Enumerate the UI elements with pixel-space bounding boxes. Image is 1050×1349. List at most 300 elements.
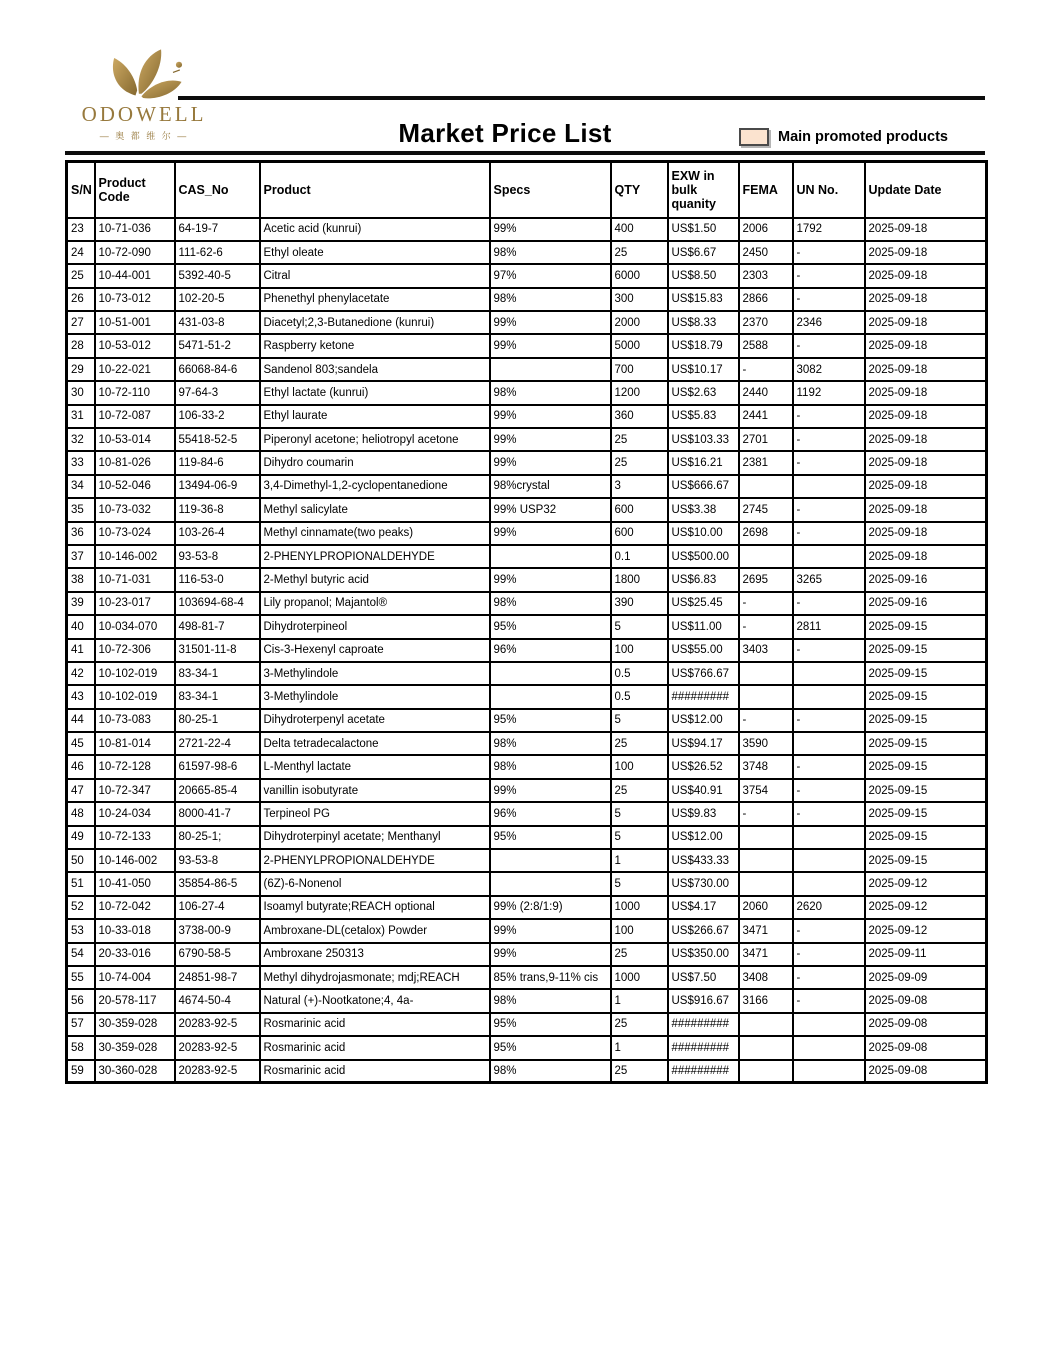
cell-fema: 3166 [739, 989, 793, 1012]
cell-cas_no: 5471-51-2 [175, 334, 260, 357]
cell-update_date: 2025-09-15 [865, 709, 987, 732]
cell-fema: 3748 [739, 755, 793, 778]
cell-un_no: - [793, 966, 865, 989]
cell-update_date: 2025-09-18 [865, 522, 987, 545]
cell-fema [739, 685, 793, 708]
cell-cas_no: 24851-98-7 [175, 966, 260, 989]
cell-un_no: - [793, 334, 865, 357]
cell-fema [739, 1036, 793, 1059]
cell-exw: US$12.00 [668, 826, 739, 849]
cell-sn: 56 [67, 989, 95, 1012]
column-header-fema: FEMA [739, 162, 793, 218]
cell-update_date: 2025-09-18 [865, 311, 987, 334]
cell-sn: 34 [67, 475, 95, 498]
cell-un_no: - [793, 755, 865, 778]
cell-qty: 300 [611, 288, 668, 311]
cell-specs: 96% [490, 639, 611, 662]
cell-un_no [793, 826, 865, 849]
cell-update_date: 2025-09-15 [865, 826, 987, 849]
cell-specs: 99% (2:8/1:9) [490, 896, 611, 919]
cell-product_code: 30-359-028 [95, 1036, 175, 1059]
cell-fema: 2701 [739, 428, 793, 451]
cell-cas_no: 64-19-7 [175, 218, 260, 241]
cell-specs [490, 662, 611, 685]
cell-qty: 25 [611, 779, 668, 802]
cell-product_code: 20-33-016 [95, 943, 175, 966]
cell-exw: US$1.50 [668, 218, 739, 241]
cell-fema: 2370 [739, 311, 793, 334]
cell-specs: 98%crystal [490, 475, 611, 498]
cell-specs: 99% [490, 779, 611, 802]
table-row [67, 311, 987, 334]
cell-product: Rosmarinic acid [260, 1036, 490, 1059]
table-row [67, 218, 987, 241]
cell-product_code: 10-72-087 [95, 405, 175, 428]
table-row [67, 334, 987, 357]
cell-product: Rosmarinic acid [260, 1060, 490, 1083]
cell-un_no: - [793, 802, 865, 825]
cell-product: Methyl cinnamate(two peaks) [260, 522, 490, 545]
cell-exw: US$40.91 [668, 779, 739, 802]
cell-specs [490, 685, 611, 708]
cell-sn: 48 [67, 802, 95, 825]
cell-qty: 0.5 [611, 685, 668, 708]
cell-product: 3-Methylindole [260, 685, 490, 708]
cell-product_code: 30-359-028 [95, 1013, 175, 1036]
cell-product_code: 10-102-019 [95, 662, 175, 685]
cell-qty: 25 [611, 1060, 668, 1083]
column-header-product: Product [260, 162, 490, 218]
cell-update_date: 2025-09-18 [865, 498, 987, 521]
cell-cas_no: 111-62-6 [175, 241, 260, 264]
cell-product: L-Menthyl lactate [260, 755, 490, 778]
cell-sn: 37 [67, 545, 95, 568]
cell-cas_no: 431-03-8 [175, 311, 260, 334]
legend-label: Main promoted products [778, 129, 948, 145]
cell-un_no [793, 1013, 865, 1036]
cell-un_no: - [793, 592, 865, 615]
cell-product: Ethyl lactate (kunrui) [260, 381, 490, 404]
cell-fema: 3754 [739, 779, 793, 802]
cell-sn: 52 [67, 896, 95, 919]
table-row [67, 358, 987, 381]
cell-product: Natural (+)-Nootkatone;4, 4a- [260, 989, 490, 1012]
cell-sn: 31 [67, 405, 95, 428]
cell-specs: 99% [490, 218, 611, 241]
column-header-qty: QTY [611, 162, 668, 218]
cell-product: 3-Methylindole [260, 662, 490, 685]
cell-un_no: 3265 [793, 568, 865, 591]
cell-specs: 85% trans,9-11% cis [490, 966, 611, 989]
cell-product: Acetic acid (kunrui) [260, 218, 490, 241]
cell-cas_no: 119-36-8 [175, 498, 260, 521]
cell-fema: - [739, 615, 793, 638]
cell-exw: US$2.63 [668, 381, 739, 404]
cell-product_code: 10-53-012 [95, 334, 175, 357]
table-row [67, 685, 987, 708]
cell-product: Phenethyl phenylacetate [260, 288, 490, 311]
cell-update_date: 2025-09-15 [865, 849, 987, 872]
cell-un_no [793, 545, 865, 568]
cell-sn: 27 [67, 311, 95, 334]
cell-cas_no: 13494-06-9 [175, 475, 260, 498]
cell-update_date: 2025-09-18 [865, 428, 987, 451]
cell-un_no: - [793, 428, 865, 451]
cell-fema: 2450 [739, 241, 793, 264]
cell-un_no: - [793, 522, 865, 545]
cell-product_code: 10-72-042 [95, 896, 175, 919]
cell-cas_no: 93-53-8 [175, 545, 260, 568]
cell-product_code: 10-71-036 [95, 218, 175, 241]
cell-update_date: 2025-09-08 [865, 1013, 987, 1036]
cell-update_date: 2025-09-15 [865, 755, 987, 778]
cell-fema [739, 662, 793, 685]
cell-product_code: 10-71-031 [95, 568, 175, 591]
cell-update_date: 2025-09-18 [865, 451, 987, 474]
cell-cas_no: 80-25-1 [175, 709, 260, 732]
cell-sn: 58 [67, 1036, 95, 1059]
cell-product_code: 10-72-128 [95, 755, 175, 778]
cell-exw: ######### [668, 1060, 739, 1083]
table-row [67, 872, 987, 895]
cell-qty: 5 [611, 826, 668, 849]
cell-exw: US$350.00 [668, 943, 739, 966]
cell-update_date: 2025-09-15 [865, 639, 987, 662]
cell-product_code: 10-72-133 [95, 826, 175, 849]
cell-fema: 2060 [739, 896, 793, 919]
cell-update_date: 2025-09-15 [865, 685, 987, 708]
top-divider [178, 96, 985, 100]
cell-exw: US$7.50 [668, 966, 739, 989]
cell-specs: 99% [490, 919, 611, 942]
cell-product: Dihydroterpineol [260, 615, 490, 638]
cell-cas_no: 106-33-2 [175, 405, 260, 428]
cell-qty: 1000 [611, 896, 668, 919]
cell-qty: 25 [611, 943, 668, 966]
cell-cas_no: 61597-98-6 [175, 755, 260, 778]
cell-sn: 41 [67, 639, 95, 662]
cell-sn: 38 [67, 568, 95, 591]
cell-update_date: 2025-09-15 [865, 662, 987, 685]
cell-product: 3,4-Dimethyl-1,2-cyclopentanedione [260, 475, 490, 498]
cell-un_no [793, 662, 865, 685]
cell-cas_no: 83-34-1 [175, 685, 260, 708]
cell-qty: 25 [611, 732, 668, 755]
table-row [67, 405, 987, 428]
cell-qty: 5 [611, 709, 668, 732]
cell-product: Isoamyl butyrate;REACH optional [260, 896, 490, 919]
cell-update_date: 2025-09-11 [865, 943, 987, 966]
cell-un_no [793, 1060, 865, 1083]
cell-exw: US$266.67 [668, 919, 739, 942]
cell-update_date: 2025-09-18 [865, 475, 987, 498]
cell-sn: 30 [67, 381, 95, 404]
cell-un_no: - [793, 919, 865, 942]
cell-update_date: 2025-09-15 [865, 802, 987, 825]
price-table [65, 160, 988, 1084]
cell-cas_no: 8000-41-7 [175, 802, 260, 825]
cell-un_no: - [793, 709, 865, 732]
cell-exw: US$6.83 [668, 568, 739, 591]
cell-specs: 99% [490, 451, 611, 474]
cell-sn: 55 [67, 966, 95, 989]
cell-sn: 36 [67, 522, 95, 545]
cell-qty: 5 [611, 872, 668, 895]
cell-specs: 98% [490, 592, 611, 615]
cell-exw: US$11.00 [668, 615, 739, 638]
cell-product: Methyl dihydrojasmonate; mdj;REACH [260, 966, 490, 989]
cell-cas_no: 5392-40-5 [175, 264, 260, 287]
cell-exw: ######### [668, 685, 739, 708]
cell-fema: 2303 [739, 264, 793, 287]
column-header-un_no: UN No. [793, 162, 865, 218]
table-row [67, 451, 987, 474]
cell-cas_no: 35854-86-5 [175, 872, 260, 895]
cell-un_no: 2811 [793, 615, 865, 638]
cell-exw: US$4.17 [668, 896, 739, 919]
cell-specs: 99% [490, 311, 611, 334]
cell-product_code: 10-33-018 [95, 919, 175, 942]
cell-product_code: 10-102-019 [95, 685, 175, 708]
cell-product: Ethyl laurate [260, 405, 490, 428]
cell-fema: - [739, 709, 793, 732]
cell-fema: 2006 [739, 218, 793, 241]
cell-update_date: 2025-09-18 [865, 264, 987, 287]
cell-un_no [793, 685, 865, 708]
cell-un_no: - [793, 639, 865, 662]
cell-product_code: 10-24-034 [95, 802, 175, 825]
cell-un_no: - [793, 943, 865, 966]
cell-qty: 0.5 [611, 662, 668, 685]
brand-name: ODOWELL [81, 102, 207, 126]
cell-exw: US$666.67 [668, 475, 739, 498]
cell-update_date: 2025-09-18 [865, 405, 987, 428]
cell-qty: 0.1 [611, 545, 668, 568]
table-row [67, 966, 987, 989]
column-header-specs: Specs [490, 162, 611, 218]
cell-qty: 2000 [611, 311, 668, 334]
cell-qty: 100 [611, 755, 668, 778]
cell-exw: US$916.67 [668, 989, 739, 1012]
table-row [67, 732, 987, 755]
cell-fema: - [739, 592, 793, 615]
cell-product: (6Z)-6-Nonenol [260, 872, 490, 895]
cell-sn: 32 [67, 428, 95, 451]
cell-product: Methyl salicylate [260, 498, 490, 521]
cell-product: Cis-3-Hexenyl caproate [260, 639, 490, 662]
cell-specs: 99% [490, 334, 611, 357]
cell-qty: 25 [611, 241, 668, 264]
cell-sn: 23 [67, 218, 95, 241]
cell-fema: - [739, 802, 793, 825]
table-row [67, 779, 987, 802]
cell-un_no [793, 849, 865, 872]
cell-exw: US$730.00 [668, 872, 739, 895]
cell-specs: 99% USP32 [490, 498, 611, 521]
cell-product: Sandenol 803;sandela [260, 358, 490, 381]
cell-exw: US$12.00 [668, 709, 739, 732]
table-row [67, 1036, 987, 1059]
table-row [67, 241, 987, 264]
cell-update_date: 2025-09-08 [865, 989, 987, 1012]
cell-fema: 2441 [739, 405, 793, 428]
cell-product: Citral [260, 264, 490, 287]
cell-un_no [793, 732, 865, 755]
cell-un_no: - [793, 264, 865, 287]
cell-un_no: - [793, 405, 865, 428]
table-row [67, 545, 987, 568]
cell-qty: 390 [611, 592, 668, 615]
cell-cas_no: 20283-92-5 [175, 1036, 260, 1059]
cell-product_code: 10-81-026 [95, 451, 175, 474]
cell-product: Terpineol PG [260, 802, 490, 825]
cell-update_date: 2025-09-18 [865, 288, 987, 311]
cell-update_date: 2025-09-15 [865, 732, 987, 755]
cell-product_code: 10-52-046 [95, 475, 175, 498]
cell-specs [490, 849, 611, 872]
cell-sn: 51 [67, 872, 95, 895]
cell-un_no: 2346 [793, 311, 865, 334]
cell-exw: US$8.50 [668, 264, 739, 287]
cell-product: Raspberry ketone [260, 334, 490, 357]
cell-update_date: 2025-09-16 [865, 592, 987, 615]
cell-fema [739, 826, 793, 849]
cell-un_no: 3082 [793, 358, 865, 381]
cell-product: Lily propanol; Majantol® [260, 592, 490, 615]
cell-fema [739, 1060, 793, 1083]
cell-update_date: 2025-09-09 [865, 966, 987, 989]
cell-exw: US$433.33 [668, 849, 739, 872]
table-row [67, 428, 987, 451]
cell-specs: 95% [490, 826, 611, 849]
cell-specs: 98% [490, 989, 611, 1012]
cell-cas_no: 116-53-0 [175, 568, 260, 591]
brand-logo [80, 46, 208, 142]
cell-exw: ######### [668, 1013, 739, 1036]
cell-cas_no: 20665-85-4 [175, 779, 260, 802]
cell-exw: US$25.45 [668, 592, 739, 615]
cell-exw: US$15.83 [668, 288, 739, 311]
cell-fema: 2745 [739, 498, 793, 521]
cell-product: Delta tetradecalactone [260, 732, 490, 755]
cell-sn: 40 [67, 615, 95, 638]
cell-qty: 25 [611, 451, 668, 474]
cell-qty: 1200 [611, 381, 668, 404]
table-row [67, 288, 987, 311]
table-body [67, 218, 987, 1083]
cell-cas_no: 2721-22-4 [175, 732, 260, 755]
cell-un_no: 1792 [793, 218, 865, 241]
table-row [67, 826, 987, 849]
cell-exw: US$18.79 [668, 334, 739, 357]
cell-product_code: 10-73-012 [95, 288, 175, 311]
cell-product: Ambroxane-DL(cetalox) Powder [260, 919, 490, 942]
table-row [67, 615, 987, 638]
cell-un_no: - [793, 288, 865, 311]
cell-fema: 3471 [739, 919, 793, 942]
cell-cas_no: 3738-00-9 [175, 919, 260, 942]
page-title: Market Price List [398, 118, 612, 148]
cell-fema: 2381 [739, 451, 793, 474]
cell-sn: 24 [67, 241, 95, 264]
cell-fema [739, 475, 793, 498]
cell-sn: 45 [67, 732, 95, 755]
cell-exw: US$10.00 [668, 522, 739, 545]
cell-fema: 3403 [739, 639, 793, 662]
cell-product_code: 10-73-032 [95, 498, 175, 521]
cell-fema: 2695 [739, 568, 793, 591]
column-header-product_code: Product Code [95, 162, 175, 218]
cell-specs: 98% [490, 241, 611, 264]
cell-fema [739, 849, 793, 872]
cell-exw: ######### [668, 1036, 739, 1059]
cell-cas_no: 20283-92-5 [175, 1013, 260, 1036]
column-header-exw: EXW in bulk quanity [668, 162, 739, 218]
cell-update_date: 2025-09-18 [865, 241, 987, 264]
table-row [67, 662, 987, 685]
cell-un_no: - [793, 779, 865, 802]
cell-update_date: 2025-09-15 [865, 615, 987, 638]
cell-specs: 99% [490, 522, 611, 545]
cell-cas_no: 102-20-5 [175, 288, 260, 311]
cell-product: Ethyl oleate [260, 241, 490, 264]
cell-cas_no: 31501-11-8 [175, 639, 260, 662]
cell-product_code: 10-034-070 [95, 615, 175, 638]
cell-qty: 1 [611, 989, 668, 1012]
table-row [67, 1060, 987, 1083]
table-row [67, 639, 987, 662]
cell-un_no: - [793, 241, 865, 264]
table-row [67, 264, 987, 287]
cell-specs [490, 872, 611, 895]
table-row [67, 522, 987, 545]
cell-qty: 100 [611, 639, 668, 662]
cell-cas_no: 106-27-4 [175, 896, 260, 919]
table-row [67, 475, 987, 498]
cell-exw: US$9.83 [668, 802, 739, 825]
cell-un_no: 1192 [793, 381, 865, 404]
table-row [67, 755, 987, 778]
cell-sn: 50 [67, 849, 95, 872]
cell-fema [739, 872, 793, 895]
cell-product: Ambroxane 250313 [260, 943, 490, 966]
cell-sn: 35 [67, 498, 95, 521]
cell-un_no [793, 475, 865, 498]
cell-qty: 6000 [611, 264, 668, 287]
cell-product_code: 10-73-024 [95, 522, 175, 545]
cell-qty: 400 [611, 218, 668, 241]
cell-product: Rosmarinic acid [260, 1013, 490, 1036]
cell-exw: US$766.67 [668, 662, 739, 685]
cell-exw: US$3.38 [668, 498, 739, 521]
cell-specs: 99% [490, 943, 611, 966]
cell-fema: 2440 [739, 381, 793, 404]
brand-subtitle: — 奥 都 维 尔 — [99, 131, 189, 141]
cell-exw: US$55.00 [668, 639, 739, 662]
cell-specs [490, 545, 611, 568]
cell-product_code: 10-44-001 [95, 264, 175, 287]
cell-update_date: 2025-09-18 [865, 334, 987, 357]
cell-product_code: 10-81-014 [95, 732, 175, 755]
cell-qty: 700 [611, 358, 668, 381]
cell-sn: 54 [67, 943, 95, 966]
cell-fema: 3590 [739, 732, 793, 755]
cell-exw: US$16.21 [668, 451, 739, 474]
cell-update_date: 2025-09-15 [865, 779, 987, 802]
cell-exw: US$94.17 [668, 732, 739, 755]
cell-product: Diacetyl;2,3-Butanedione (kunrui) [260, 311, 490, 334]
cell-specs: 97% [490, 264, 611, 287]
